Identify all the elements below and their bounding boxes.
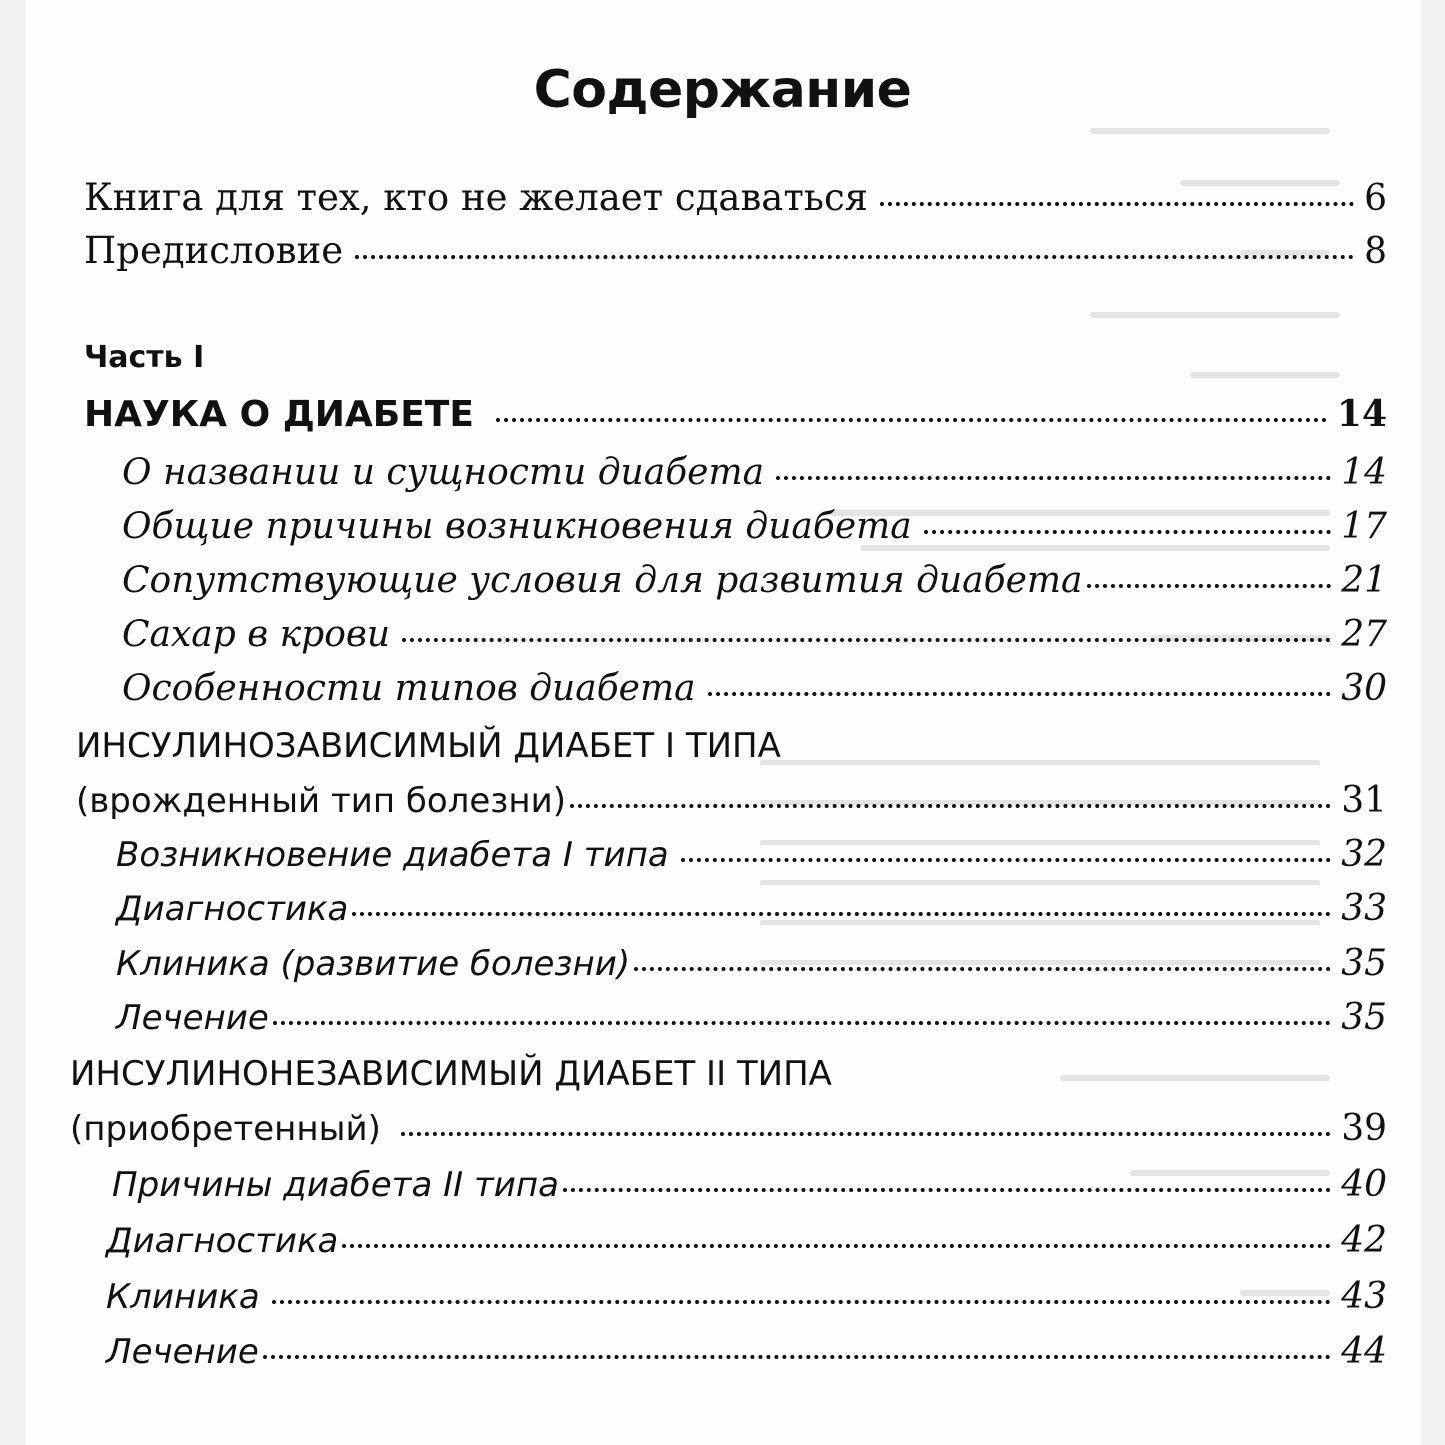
- dot-leader: [1087, 584, 1332, 588]
- toc-section-entry[interactable]: [122, 560, 1387, 601]
- toc-page-number: 35: [1341, 943, 1387, 984]
- toc-entry-label: Диагностика: [106, 1221, 339, 1261]
- toc-entry-label: Клиника (развитие болезни): [116, 944, 631, 984]
- toc-entry-label: Общие причины возникновения диабета: [122, 506, 912, 547]
- toc-entry-label: Сопутствующие условия для развития диабета: [122, 560, 1083, 601]
- toc-page-number: 35: [1341, 997, 1387, 1038]
- toc-page-number: 33: [1341, 888, 1387, 929]
- toc-section-entry[interactable]: [122, 506, 1387, 547]
- toc-entry-label: Диагностика: [116, 889, 349, 929]
- toc-section-entry[interactable]: [122, 614, 1387, 655]
- chapter-subtitle: (приобретенный): [70, 1109, 381, 1149]
- toc-entry-label: О названии и сущности диабета: [122, 452, 765, 493]
- dot-leader: [880, 202, 1354, 206]
- dot-leader: [776, 476, 1331, 480]
- toc-page-number: 8: [1364, 231, 1387, 272]
- toc-entry[interactable]: [84, 176, 1387, 219]
- toc-page-number: 27: [1341, 614, 1387, 655]
- toc-page-number: 44: [1341, 1331, 1387, 1372]
- toc-page-number: 14: [1336, 393, 1387, 435]
- dot-leader: [402, 638, 1331, 642]
- dot-leader: [681, 858, 1332, 862]
- dot-leader: [272, 1300, 1332, 1304]
- page-title: Содержание: [533, 60, 912, 120]
- toc-entry-label: Предисловие: [84, 229, 344, 272]
- toc-entry-label: Книга для тех, кто не желает сдаваться: [84, 176, 869, 219]
- chapter-title-line: ИНСУЛИНОНЕЗАВИСИМЫЙ ДИАБЕТ II ТИПА: [70, 1054, 832, 1094]
- toc-page-number: 43: [1341, 1276, 1387, 1317]
- toc-subsection-entry[interactable]: [116, 997, 1387, 1038]
- dot-leader: [352, 912, 1331, 916]
- toc-subsection-entry[interactable]: [116, 834, 1387, 875]
- toc-page-number: 32: [1341, 834, 1387, 875]
- toc-chapter-entry[interactable]: [70, 1108, 1387, 1149]
- dot-leader: [342, 1244, 1331, 1248]
- binding-shadow-left: [0, 0, 26, 1445]
- toc-entry-label: Сахар в крови: [122, 614, 391, 655]
- toc-entry-label: Лечение: [106, 1332, 259, 1372]
- toc-entry-label: Особенности типов диабета: [122, 668, 696, 709]
- toc-page-number: 30: [1341, 668, 1387, 709]
- toc-subsection-entry[interactable]: [112, 1164, 1387, 1205]
- toc-entry-label: Лечение: [116, 998, 269, 1038]
- part-title: НАУКА О ДИАБЕТЕ: [84, 394, 474, 435]
- toc-subsection-entry[interactable]: [106, 1276, 1387, 1317]
- dot-leader: [496, 418, 1327, 422]
- toc-entry-label: Причины диабета II типа: [112, 1165, 559, 1205]
- toc-entry-label: Клиника: [106, 1277, 260, 1317]
- dot-leader: [401, 1132, 1331, 1136]
- binding-shadow-right: [1421, 0, 1445, 1445]
- dot-leader: [263, 1355, 1331, 1359]
- toc-subsection-entry[interactable]: [106, 1331, 1387, 1372]
- part-label: Часть I: [84, 340, 205, 375]
- toc-subsection-entry[interactable]: [116, 943, 1387, 984]
- toc-entry[interactable]: [84, 229, 1387, 272]
- toc-page-number: 14: [1341, 452, 1387, 493]
- toc-page-number: 42: [1341, 1220, 1387, 1261]
- toc-page-number: 6: [1364, 178, 1387, 219]
- dot-leader: [355, 255, 1354, 259]
- toc-page-number: 17: [1341, 506, 1387, 547]
- toc-section-entry[interactable]: [122, 668, 1387, 709]
- toc-part-entry[interactable]: [84, 393, 1387, 435]
- dot-leader: [708, 692, 1332, 696]
- dot-leader: [273, 1021, 1331, 1025]
- toc-page-number: 21: [1341, 560, 1387, 601]
- toc-page-number: 39: [1341, 1108, 1387, 1149]
- chapter-subtitle: (врожденный тип болезни): [76, 781, 566, 821]
- dot-leader: [634, 967, 1331, 971]
- chapter-title-line: ИНСУЛИНОЗАВИСИМЫЙ ДИАБЕТ I ТИПА: [76, 726, 781, 766]
- toc-subsection-entry[interactable]: [116, 888, 1387, 929]
- toc-page-number: 31: [1341, 780, 1387, 821]
- dot-leader: [924, 530, 1331, 534]
- toc-chapter-entry[interactable]: [76, 780, 1387, 821]
- toc-subsection-entry[interactable]: [106, 1220, 1387, 1261]
- dot-leader: [563, 1188, 1331, 1192]
- toc-page-number: 40: [1341, 1164, 1387, 1205]
- toc-section-entry[interactable]: [122, 452, 1387, 493]
- toc-entry-label: Возникновение диабета I типа: [116, 835, 669, 875]
- dot-leader: [570, 804, 1331, 808]
